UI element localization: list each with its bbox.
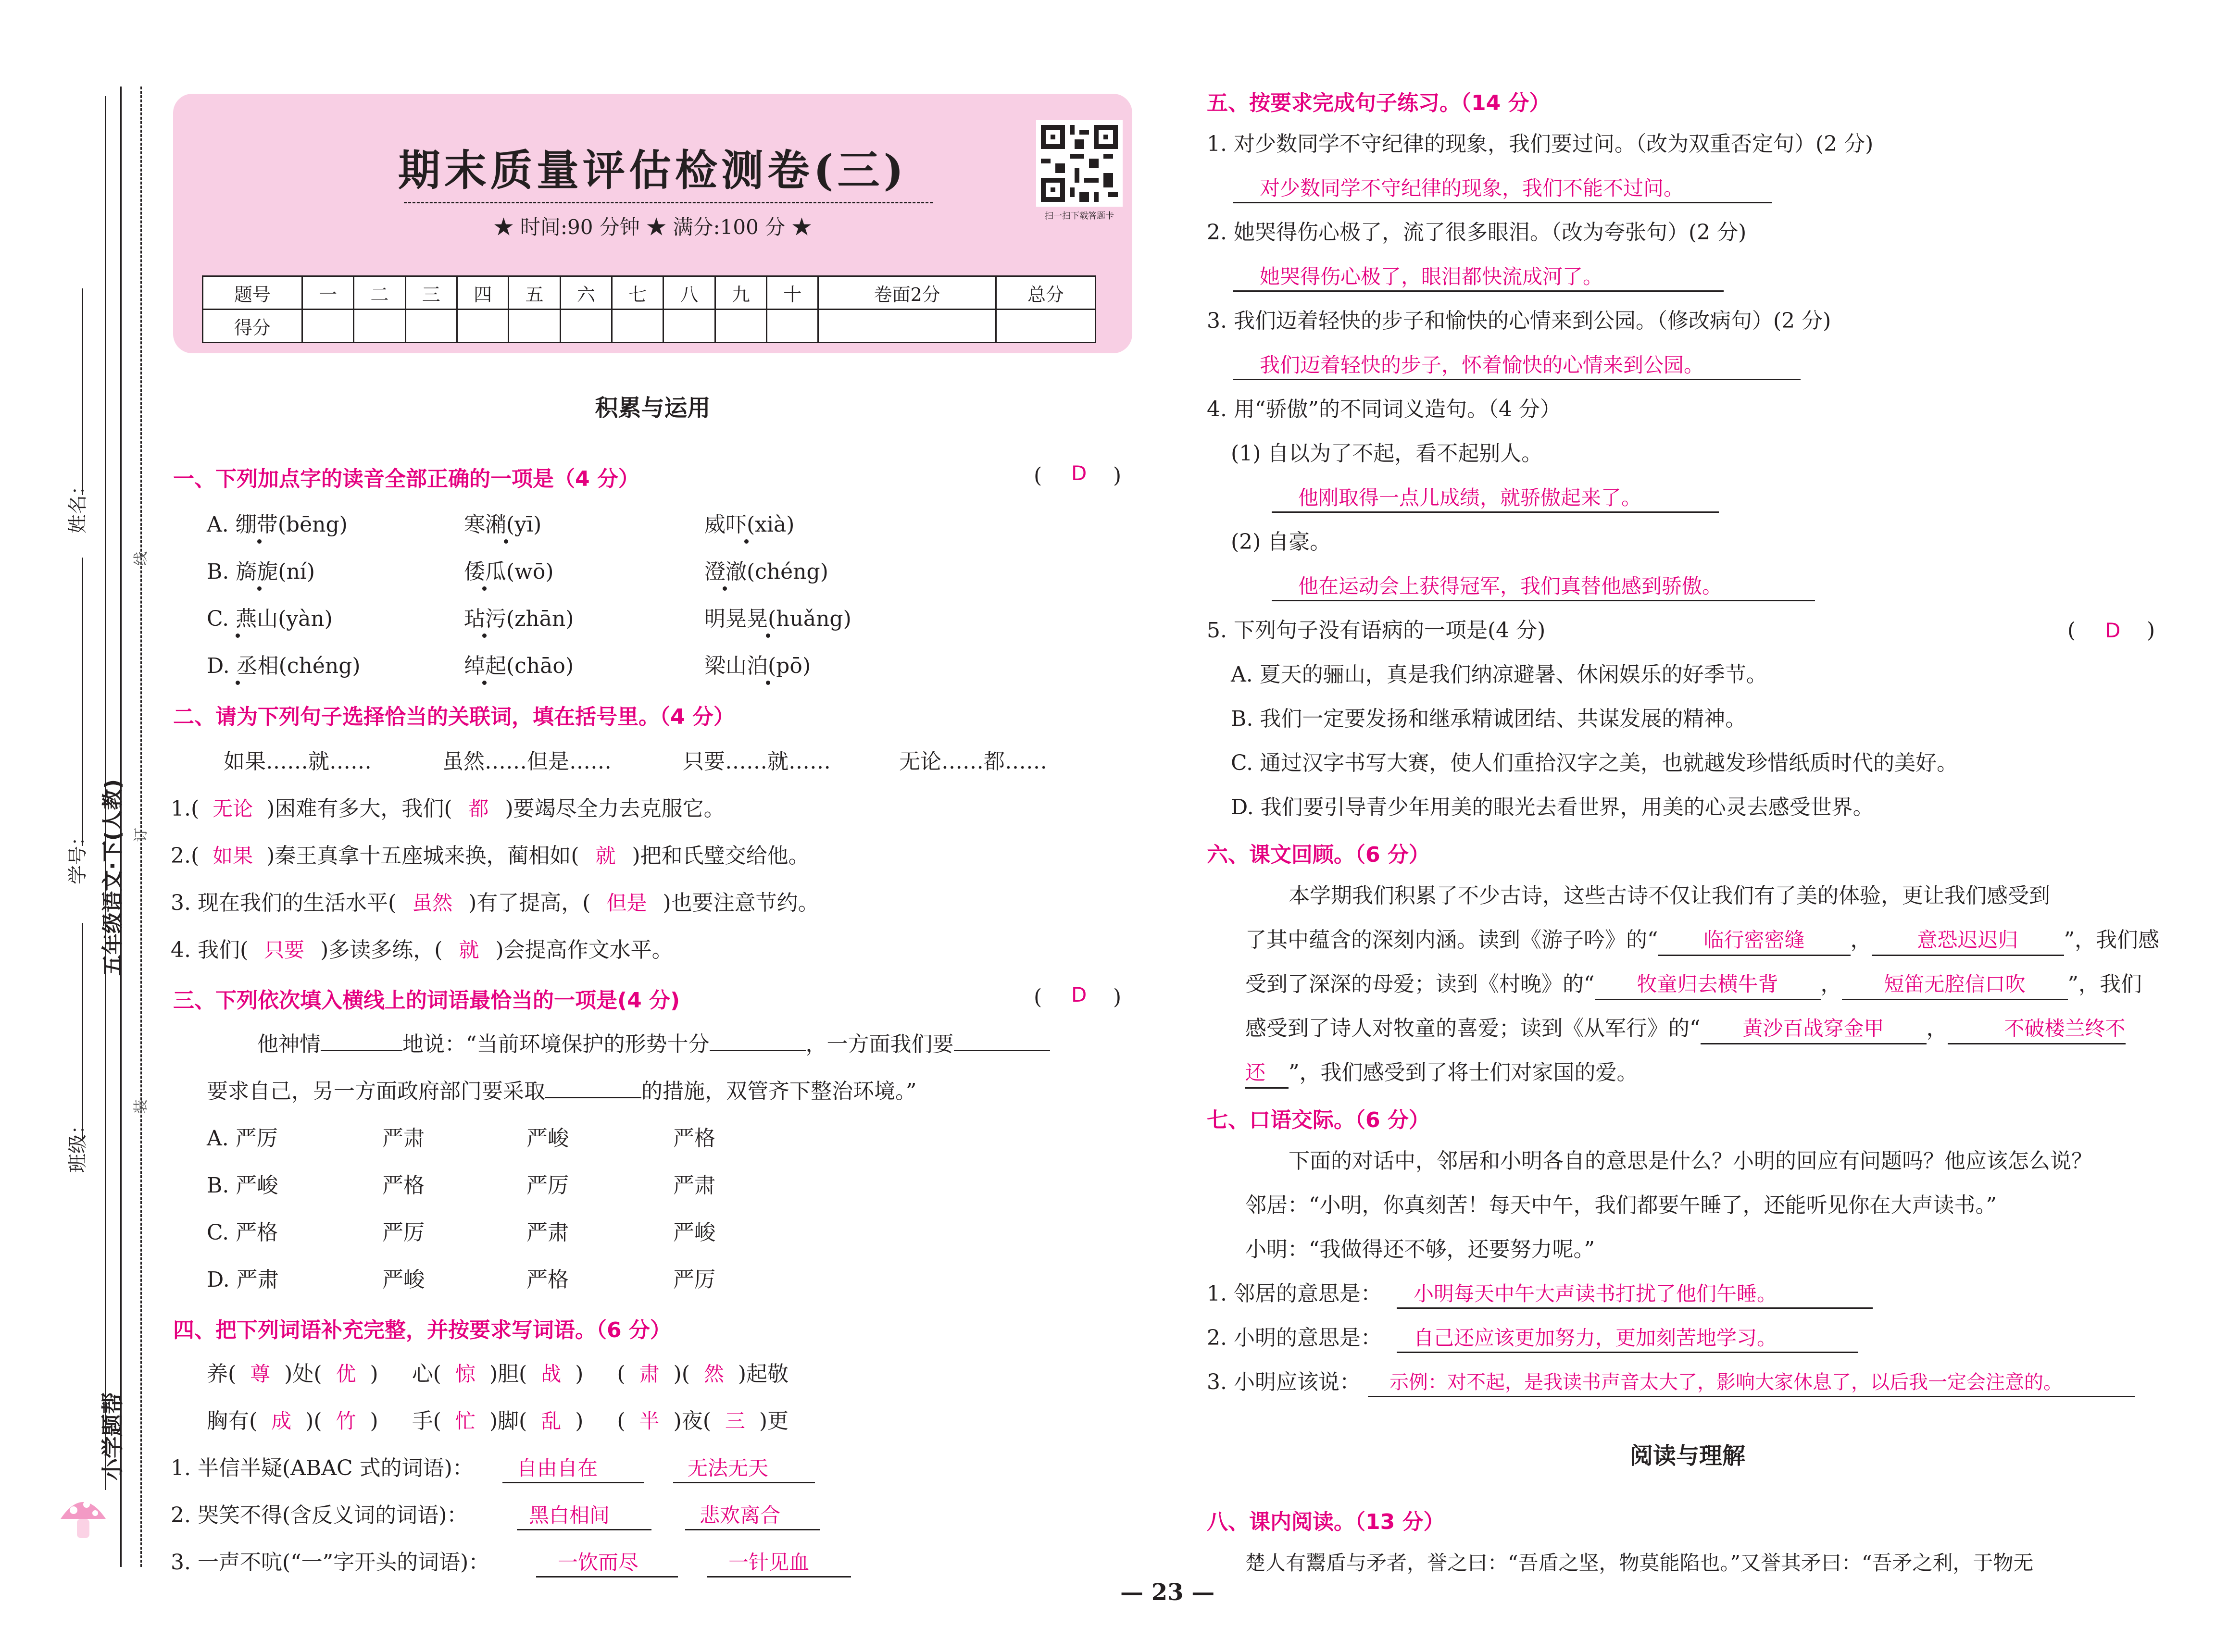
score-input-cell[interactable]	[509, 310, 560, 343]
q7-answer-2-label: 2. 小明的意思是：	[1207, 1326, 1382, 1350]
score-row-label: 得分	[203, 310, 302, 343]
score-input-cell[interactable]	[767, 310, 818, 343]
answer-underline	[685, 1529, 820, 1530]
answer-blank[interactable]: 成	[271, 1409, 292, 1433]
q6-line-5	[1245, 1058, 1638, 1089]
q3-option: 严肃	[382, 1126, 425, 1151]
q3-option: B. 严峻	[207, 1173, 278, 1198]
text-segment: )会提高作文水平。	[495, 938, 673, 962]
student-number-label: 学号：	[67, 827, 89, 884]
q5-s1-question: 1. 对少数同学不守纪律的现象，我们要过问。（改为双重否定句）(2 分)	[1207, 132, 1874, 156]
text-segment: 1.(	[171, 796, 200, 821]
emphasis-dot	[257, 539, 262, 544]
fill-blank[interactable]	[710, 1031, 806, 1051]
q5-s5-option: B. 我们一定要发扬和继承精诚团结、共谋发展的精神。	[1231, 707, 1747, 731]
q8-passage: 楚人有鬻盾与矛者，誉之曰：“吾盾之坚，物莫能陷也。”又誉其矛曰：“吾矛之利，于物无	[1245, 1551, 2034, 1575]
text-segment: )多读多练，(	[320, 938, 443, 962]
text-segment: 4. 我们(	[171, 938, 249, 962]
answer-blank[interactable]: 还	[1245, 1058, 1289, 1089]
q4-idiom-row-2	[207, 1407, 789, 1436]
q5-s5-option: C. 通过汉字书写大赛，使人们重拾汉字之美，也就越发珍惜纸质时代的美好。	[1231, 751, 1958, 775]
answer-blank[interactable]: 如果	[213, 844, 253, 868]
text-segment: (	[617, 1409, 626, 1433]
q3-passage-line-2	[207, 1077, 917, 1106]
score-input-cell[interactable]	[405, 310, 457, 343]
qr-caption: 扫一扫下载答题卡	[1045, 211, 1114, 221]
title-divider	[404, 202, 933, 203]
score-cell: 二	[354, 276, 405, 310]
q3-paren-open: (	[1034, 985, 1042, 1009]
q1-option: 明晃晃(huǎng)	[704, 607, 851, 631]
q3-heading: 三、下列依次填入横线上的词语最恰当的一项是(4 分)	[173, 988, 680, 1013]
q3-option: D. 严肃	[207, 1267, 279, 1292]
emphasis-dot	[236, 681, 240, 685]
q3-option: 严格	[382, 1173, 425, 1198]
emphasis-dot	[766, 681, 770, 685]
q4-word-1-b[interactable]: 无法无天	[688, 1456, 769, 1480]
q2-option: 虽然……但是……	[442, 749, 612, 774]
q7-answer-3[interactable]: 示例：对不起，是我读书声音太大了，影响大家休息了，以后我一定会注意的。	[1389, 1371, 2063, 1393]
text-segment: ”，我们感	[2064, 928, 2159, 952]
q4-word-3-a[interactable]: 一饮而尽	[558, 1551, 639, 1574]
text-segment: 的措施，双管齐下整治环境。”	[641, 1079, 917, 1104]
q2-option: 如果……就……	[224, 749, 372, 774]
q5-s2-question: 2. 她哭得伤心极了，流了很多眼泪。（改为夸张句）(2 分)	[1207, 220, 1747, 245]
emphasis-dot	[504, 539, 508, 544]
brand-label: 小学题帮	[100, 1392, 125, 1480]
q7-heading: 七、口语交际。（6 分）	[1207, 1108, 1430, 1132]
fill-blank[interactable]	[545, 1078, 641, 1098]
q2-sentence-4	[171, 936, 673, 965]
text-segment: (	[617, 1362, 626, 1386]
score-input-cell[interactable]	[663, 310, 715, 343]
score-cell: 八	[663, 276, 715, 310]
q6-line-3	[1245, 970, 2142, 1000]
answer-blank[interactable]: 意恐迟迟归	[1872, 926, 2064, 956]
q2-sentence-2	[171, 842, 810, 870]
text-segment: 胸有(	[207, 1409, 258, 1433]
q1-option: 绰起(chāo)	[464, 654, 574, 678]
answer-blank[interactable]: 但是	[606, 891, 647, 915]
text-segment: 感受到了诗人对牧童的喜爱；读到《从军行》的“	[1245, 1016, 1701, 1041]
text-segment: 养(	[207, 1362, 237, 1386]
text-segment: )(	[305, 1409, 322, 1433]
answer-underline	[1233, 202, 1772, 203]
cut-mark-line: 线	[133, 551, 150, 566]
q4-word-2-a[interactable]: 黑白相间	[529, 1503, 610, 1527]
score-input-cell[interactable]	[996, 310, 1096, 343]
answer-blank[interactable]: 虽然	[412, 891, 453, 915]
q3-option: 严肃	[526, 1220, 569, 1245]
text-segment: )	[370, 1409, 378, 1433]
text-segment: ，	[1850, 928, 1872, 952]
text-segment: )把和氏璧交给他。	[632, 844, 810, 868]
text-segment: )处(	[284, 1362, 322, 1386]
q7-answer-3-label: 3. 小明应该说：	[1207, 1370, 1361, 1394]
emphasis-dot	[257, 586, 262, 591]
score-input-cell[interactable]	[612, 310, 663, 343]
q7-answer-2[interactable]: 自己还应该更加努力，更加刻苦地学习。	[1414, 1326, 1777, 1350]
answer-blank[interactable]: 无论	[213, 797, 253, 820]
answer-blank[interactable]: 肃	[639, 1362, 660, 1386]
answer-underline	[1397, 1307, 1873, 1309]
q4-word-2-label: 2. 哭笑不得(含反义词的词语)：	[171, 1503, 468, 1528]
text-segment: )脚(	[489, 1409, 527, 1433]
q6-line-2	[1245, 926, 2159, 956]
section-title-reading: 阅读与理解	[1629, 1442, 1745, 1469]
answer-blank[interactable]: 短笛无腔信口吹	[1842, 970, 2068, 1000]
score-cell: 三	[405, 276, 457, 310]
emphasis-dot	[482, 586, 487, 591]
q5-s5-answer: D	[2105, 619, 2121, 642]
answer-underline	[1233, 290, 1724, 292]
q5-s2-answer[interactable]: 她哭得伤心极了，眼泪都快流成河了。	[1260, 265, 1603, 288]
q1-paren-open: (	[1034, 463, 1042, 488]
q5-s3-answer[interactable]: 我们迈着轻快的步子，怀着愉快的心情来到公园。	[1260, 353, 1704, 377]
score-cell: 总分	[996, 276, 1096, 310]
q7-intro: 下面的对话中，邻居和小明各自的意思是什么？小明的回应有问题吗？他应该怎么说？	[1289, 1149, 2092, 1173]
header-card	[173, 94, 1132, 353]
emphasis-dot	[723, 586, 727, 591]
q3-option: 严峻	[526, 1126, 569, 1151]
answer-blank[interactable]: 三	[725, 1409, 745, 1433]
page-number: — 23 —	[1120, 1579, 1215, 1606]
q4-word-3-label: 3. 一声不吭(“一”字开头的词语)：	[171, 1550, 490, 1575]
q3-option: 严厉	[382, 1220, 425, 1245]
answer-blank[interactable]: 乱	[541, 1409, 562, 1433]
answer-underline	[1368, 1396, 2135, 1397]
binding-dashed-line	[140, 87, 142, 1567]
answer-underline	[1272, 511, 1719, 513]
q2-option: 无论……都……	[899, 749, 1047, 774]
q5-s5-option: D. 我们要引导青少年用美的眼光去看世界，用美的心灵去感受世界。	[1231, 795, 1874, 820]
q1-option: C. 燕山(yàn)	[207, 607, 333, 631]
q5-s4-sub-2: (2) 自豪。	[1231, 530, 1331, 554]
q7-answer-1[interactable]: 小明每天中午大声读书打扰了他们午睡。	[1414, 1282, 1777, 1305]
q3-option: 严厉	[526, 1173, 569, 1198]
q3-option: 严峻	[382, 1267, 425, 1292]
answer-blank[interactable]: 只要	[264, 938, 305, 962]
answer-blank[interactable]: 就	[595, 844, 616, 868]
text-segment: )秦王真拿十五座城来换，蔺相如(	[266, 844, 579, 868]
q3-answer: D	[1071, 983, 1087, 1006]
score-input-cell[interactable]	[715, 310, 766, 343]
answer-blank[interactable]: 就	[459, 938, 479, 962]
text-segment: 心(	[412, 1362, 441, 1386]
q2-sentence-1	[171, 795, 725, 823]
q1-option: 玷污(zhān)	[464, 607, 574, 631]
name-label: 姓名：	[67, 476, 89, 534]
score-cell: 六	[560, 276, 612, 310]
q1-option: D. 丞相(chéng)	[207, 654, 361, 678]
score-table-header-row	[203, 276, 1096, 310]
text-segment: ”，我们感受到了将士们对家国的爱。	[1289, 1060, 1638, 1085]
score-input-cell[interactable]	[354, 310, 405, 343]
q1-paren-close: )	[1113, 463, 1122, 488]
score-input-cell[interactable]	[457, 310, 508, 343]
text-segment: 3. 现在我们的生活水平(	[171, 891, 397, 915]
q7-dialogue-1: 邻居：“小明，你真刻苦！每天中午，我们都要午睡了，还能听见你在大声读书。”	[1245, 1193, 1997, 1217]
text-segment: )	[370, 1362, 378, 1386]
q1-option: 澄澈(chéng)	[704, 559, 828, 584]
q5-s4-question: 4. 用“骄傲”的不同词义造句。（4 分）	[1207, 397, 1561, 422]
text-segment: 手(	[412, 1409, 441, 1433]
cut-mark-bind: 订	[133, 828, 150, 842]
text-segment: 地说：“当前环境保护的形势十分	[402, 1032, 710, 1056]
answer-underline	[673, 1482, 815, 1483]
q4-heading: 四、把下列词语补充完整，并按要求写词语。（6 分）	[173, 1318, 671, 1342]
text-segment: ，	[1926, 1016, 1948, 1041]
q2-heading: 二、请为下列句子选择恰当的关联词，填在括号里。（4 分）	[173, 705, 735, 729]
score-table	[202, 275, 1096, 343]
q1-option: B. 旖旎(ní)	[207, 559, 315, 584]
score-table-score-row	[203, 310, 1096, 343]
score-cell: 十	[767, 276, 818, 310]
score-cell: 五	[509, 276, 560, 310]
answer-underline	[1233, 379, 1801, 380]
q6-heading: 六、课文回顾。（6 分）	[1207, 843, 1430, 867]
text-segment: 要求自己，另一方面政府部门要采取	[207, 1079, 545, 1104]
grade-label: 五年级语文·下(人教)	[100, 779, 125, 976]
name-line	[82, 288, 83, 495]
q2-option: 只要……就……	[683, 749, 831, 774]
text-segment: )	[575, 1409, 584, 1433]
text-segment: )困难有多大，我们(	[266, 796, 452, 821]
score-cell: 七	[612, 276, 663, 310]
score-cell: 九	[715, 276, 766, 310]
text-segment: )要竭尽全力去克服它。	[505, 796, 725, 821]
score-input-cell[interactable]	[818, 310, 996, 343]
answer-underline	[1397, 1352, 1858, 1353]
section-title-accumulation: 积累与运用	[595, 395, 711, 422]
text-segment: )(	[673, 1362, 690, 1386]
q3-passage-line-1	[257, 1030, 1050, 1059]
q5-s5-option: A. 夏天的骊山，真是我们纳凉避暑、休闲娱乐的好季节。	[1231, 662, 1767, 687]
text-segment: ”，我们	[2067, 972, 2142, 996]
text-segment: )也要注意节约。	[663, 891, 819, 915]
q5-s1-answer[interactable]: 对少数同学不守纪律的现象，我们不能不过问。	[1260, 176, 1684, 200]
q7-answer-1-label: 1. 邻居的意思是：	[1207, 1281, 1382, 1306]
q3-option: C. 严格	[207, 1220, 278, 1245]
answer-blank[interactable]: 半	[639, 1409, 660, 1433]
q5-s4-answer-2[interactable]: 他在运动会上获得冠军，我们真替他感到骄傲。	[1298, 574, 1723, 598]
cut-mark-install: 装	[133, 1099, 150, 1114]
q5-s4-answer-1[interactable]: 他刚取得一点儿成绩，就骄傲起来了。	[1298, 486, 1642, 509]
q1-heading: 一、下列加点字的读音全部正确的一项是（4 分）	[173, 467, 639, 491]
q6-line-4	[1245, 1014, 2126, 1044]
answer-blank[interactable]: 临行密密缝	[1658, 926, 1851, 956]
q5-s4-sub-1: (1) 自以为了不起，看不起别人。	[1231, 441, 1543, 466]
answer-underline	[536, 1576, 678, 1577]
q4-word-2-b[interactable]: 悲欢离合	[700, 1503, 781, 1527]
student-number-line	[82, 558, 83, 846]
qr-code-icon[interactable]	[1036, 120, 1123, 207]
text-segment: 他神情	[257, 1032, 321, 1056]
score-cell: 一	[302, 276, 353, 310]
text-segment: )胆(	[489, 1362, 527, 1386]
text-segment: ，	[1820, 972, 1842, 996]
q4-idiom-row-1	[207, 1360, 789, 1389]
score-cell: 四	[457, 276, 508, 310]
score-input-cell[interactable]	[560, 310, 612, 343]
emphasis-dot	[236, 633, 240, 638]
q5-s5-paren-open: (	[2067, 618, 2076, 643]
q3-paren-close: )	[1113, 985, 1122, 1009]
class-line	[82, 923, 83, 1139]
q1-answer: D	[1071, 461, 1087, 485]
q1-option: 倭瓜(wō)	[464, 559, 554, 584]
q4-word-1-a[interactable]: 自由自在	[517, 1456, 598, 1480]
q3-option: 严峻	[673, 1220, 715, 1245]
q1-option: 寒潲(yī)	[464, 512, 542, 537]
text-segment: )更	[759, 1409, 789, 1433]
text-segment: )起敬	[738, 1362, 789, 1386]
q1-option: 威吓(xià)	[704, 512, 795, 537]
q8-heading: 八、课内阅读。（13 分）	[1207, 1510, 1445, 1534]
mushroom-logo	[57, 1490, 110, 1543]
page-title: 期末质量评估检测卷(三)	[398, 145, 908, 195]
answer-blank[interactable]: 优	[336, 1362, 356, 1386]
q1-option: A. 绷带(bēng)	[207, 512, 348, 537]
class-label: 班级：	[67, 1115, 89, 1173]
q7-dialogue-2: 小明：“我做得还不够，还要努力呢。”	[1245, 1237, 1595, 1262]
text-segment: 受到了深深的母爱；读到《村晚》的“	[1245, 972, 1595, 996]
answer-blank[interactable]: 都	[468, 797, 489, 820]
text-segment: 了其中蕴含的深刻内涵。读到《游子吟》的“	[1245, 928, 1658, 952]
q3-option: 严格	[673, 1126, 715, 1151]
text-segment: 2.(	[171, 844, 200, 868]
q2-sentence-3	[171, 889, 819, 918]
q4-word-3-b[interactable]: 一针见血	[728, 1551, 810, 1574]
emphasis-dot	[482, 681, 487, 685]
score-cell: 题号	[203, 276, 302, 310]
score-cell: 卷面2分	[818, 276, 996, 310]
answer-blank[interactable]: 黄沙百战穿金甲	[1701, 1014, 1927, 1044]
answer-blank[interactable]: 战	[541, 1362, 562, 1386]
answer-blank[interactable]: 忙	[455, 1409, 476, 1433]
emphasis-dot	[482, 633, 487, 638]
answer-underline	[1272, 600, 1815, 601]
q3-option: 严肃	[673, 1173, 715, 1198]
score-input-cell[interactable]	[302, 310, 353, 343]
q5-s5-paren-close: )	[2147, 618, 2155, 643]
answer-underline	[517, 1529, 651, 1530]
answer-blank[interactable]: 竹	[336, 1409, 356, 1433]
text-segment: ，一方面我们要	[805, 1032, 954, 1056]
emphasis-dot	[766, 633, 770, 638]
answer-blank[interactable]: 尊	[250, 1362, 271, 1386]
q6-line-1: 本学期我们积累了不少古诗，这些古诗不仅让我们有了美的体验，更让我们感受到	[1289, 883, 2050, 908]
q5-s5-question: 5. 下列句子没有语病的一项是(4 分)	[1207, 618, 1546, 643]
q4-word-1-label: 1. 半信半疑(ABAC 式的词语)：	[171, 1456, 474, 1480]
fill-blank[interactable]	[954, 1031, 1050, 1051]
text-segment: )夜(	[673, 1409, 711, 1433]
q1-option: 梁山泊(pō)	[704, 654, 811, 678]
fill-blank[interactable]	[321, 1031, 402, 1051]
q5-s3-question: 3. 我们迈着轻快的步子和愉快的心情来到公园。（修改病句）(2 分)	[1207, 309, 1831, 333]
answer-blank[interactable]: 牧童归去横牛背	[1595, 970, 1821, 1000]
q3-option: 严格	[526, 1267, 569, 1292]
text-segment: )有了提高，(	[468, 891, 591, 915]
answer-blank[interactable]: 然	[703, 1362, 724, 1386]
q3-option: 严厉	[673, 1267, 715, 1292]
answer-underline	[707, 1576, 851, 1577]
answer-blank[interactable]: 惊	[455, 1362, 476, 1386]
answer-underline	[502, 1482, 644, 1483]
q3-option: A. 严厉	[207, 1126, 278, 1151]
emphasis-dot	[744, 539, 749, 544]
q5-heading: 五、按要求完成句子练习。（14 分）	[1207, 91, 1551, 115]
answer-blank[interactable]: 不破楼兰终不	[1948, 1014, 2126, 1044]
text-segment: )	[575, 1362, 584, 1386]
exam-info: ★ 时间:90 分钟 ★ 满分:100 分 ★	[493, 215, 812, 239]
